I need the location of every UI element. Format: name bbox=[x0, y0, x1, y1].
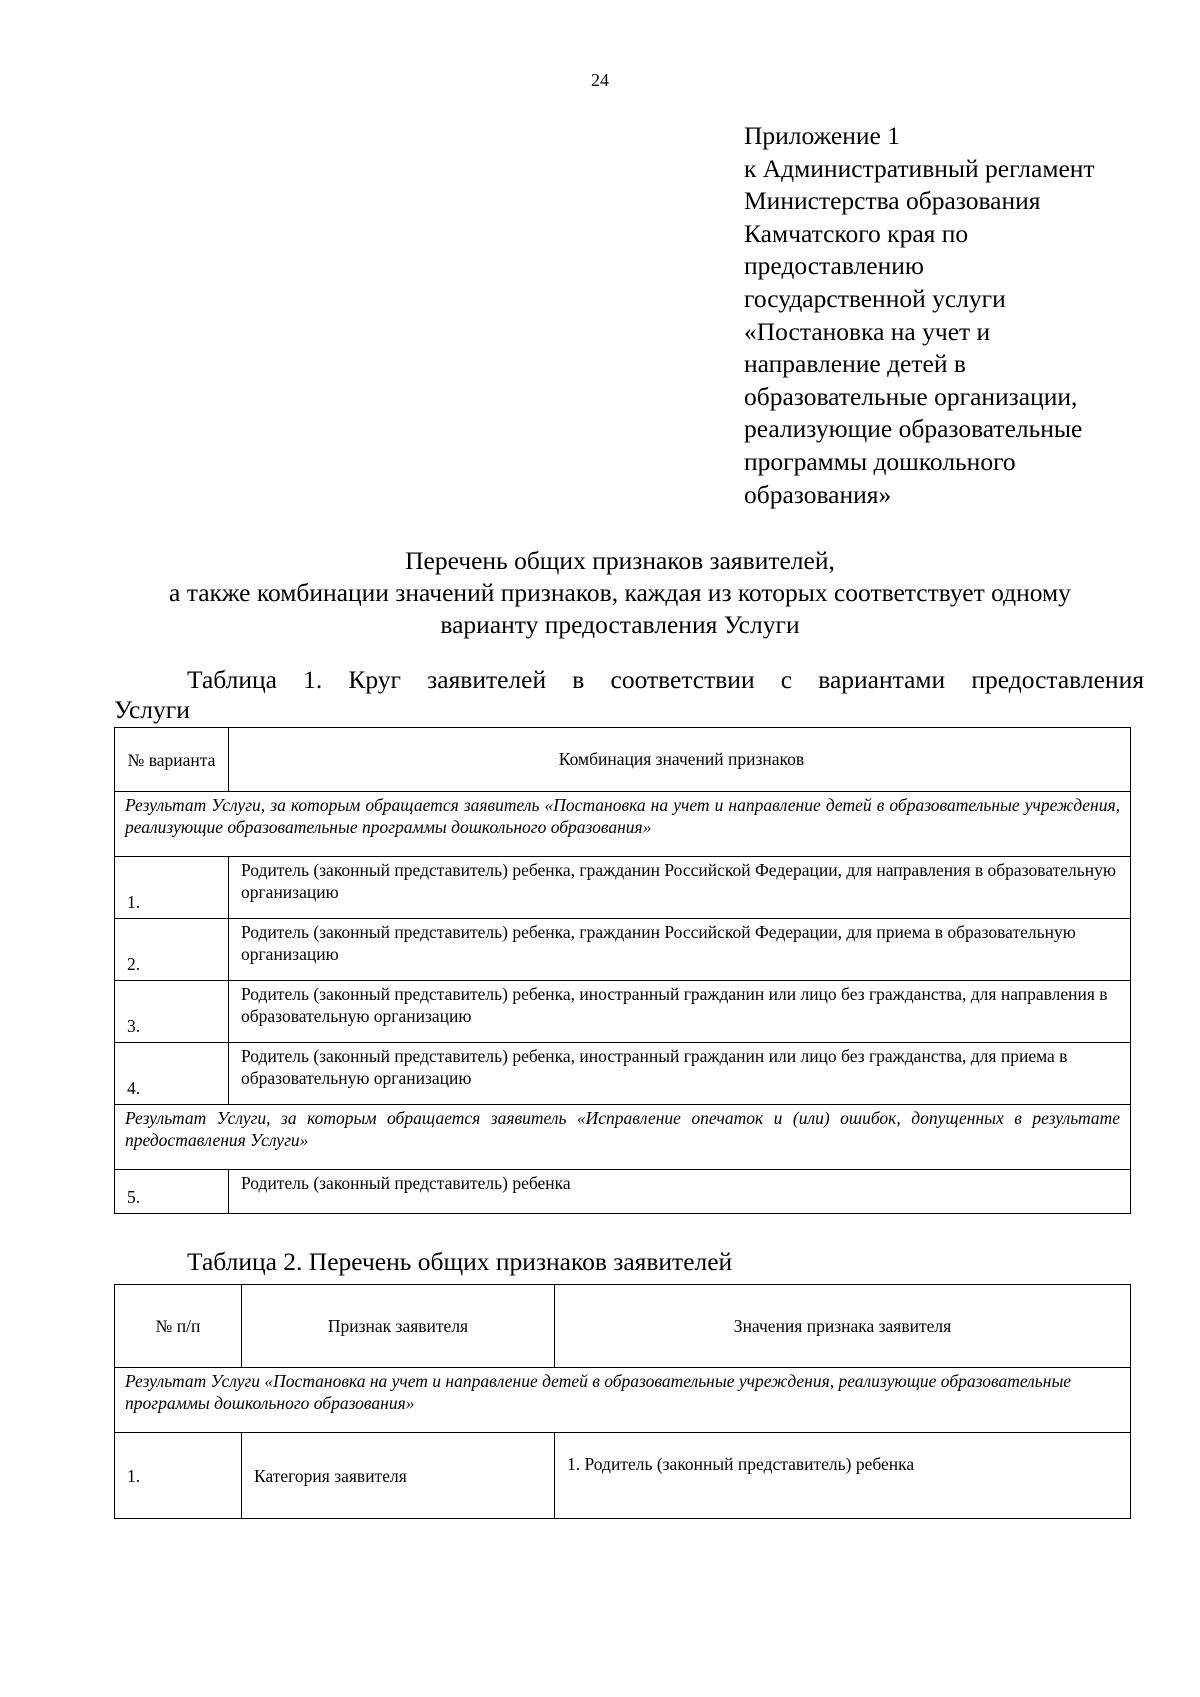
appendix-line: направление детей в bbox=[744, 349, 966, 379]
variant-number: 3. bbox=[115, 981, 229, 1043]
caption-word: в bbox=[572, 665, 585, 694]
appendix-line: Камчатского края по bbox=[744, 218, 969, 248]
section-result: Результат Услуги «Постановка на учет и направление детей в образовательные учреждения, реализующие образовательные программы дошкольного образования» bbox=[115, 1368, 1131, 1433]
section-row bbox=[115, 1368, 1131, 1433]
section-result: Результат Услуги, за которым обращается заявитель «Исправление опечаток и (или) ошибок, допущенных в результате предоставления Услуги» bbox=[115, 1105, 1131, 1170]
header-number: № п/п bbox=[115, 1285, 242, 1368]
appendix-line: Приложение 1 bbox=[744, 121, 900, 150]
variant-description: Родитель (законный представитель) ребенка, гражданин Российской Федерации, для приема в образовательную организацию bbox=[229, 919, 1131, 981]
table-row bbox=[115, 1170, 1131, 1214]
appendix-line: образовательные организации, bbox=[744, 381, 1078, 411]
table-row bbox=[115, 981, 1131, 1043]
appendix-block bbox=[744, 120, 1184, 511]
section-result: Результат Услуги, за которым обращается заявитель «Постановка на учет и направление детей в образовательные учреждения, реализующие образовательные программы дошкольного образования» bbox=[115, 792, 1131, 857]
appendix-line: к Административный регламент bbox=[744, 153, 1095, 183]
caption-word: Таблица bbox=[187, 665, 277, 694]
table-row bbox=[115, 919, 1131, 981]
appendix-line: Министерства образования bbox=[744, 186, 1041, 216]
heading-line: варианту предоставления Услуги bbox=[440, 610, 800, 639]
variant-number: 4. bbox=[115, 1043, 229, 1105]
table1-caption bbox=[114, 665, 1144, 725]
table-row bbox=[115, 857, 1131, 919]
table-header-row bbox=[115, 728, 1131, 792]
appendix-line: «Постановка на учет и bbox=[744, 316, 991, 346]
header-combination: Комбинация значений признаков bbox=[229, 728, 1131, 792]
caption-word: 1. bbox=[303, 665, 323, 694]
table-header-row bbox=[115, 1285, 1131, 1368]
appendix-line: реализующие образовательные bbox=[744, 414, 1083, 444]
caption-word: вариантами bbox=[818, 665, 946, 694]
variant-description: Родитель (законный представитель) ребенка, иностранный гражданин или лицо без гражданства, для направления в образовательную организацию bbox=[229, 981, 1131, 1043]
variant-description: Родитель (законный представитель) ребенка, гражданин Российской Федерации, для направления в образовательную организацию bbox=[229, 857, 1131, 919]
caption-word: Круг bbox=[348, 665, 402, 694]
caption-word: заявителей bbox=[427, 665, 547, 694]
document-heading bbox=[100, 545, 1140, 641]
appendix-line: предоставлению bbox=[744, 251, 924, 281]
table2-caption: Таблица 2. Перечень общих признаков заявителей bbox=[187, 1247, 733, 1276]
section-row bbox=[115, 1105, 1131, 1170]
variant-description: Родитель (законный представитель) ребенка, иностранный гражданин или лицо без гражданства, для приема в образовательную организацию bbox=[229, 1043, 1131, 1105]
row-number: 1. bbox=[115, 1433, 242, 1519]
appendix-line: программы дошкольного bbox=[744, 446, 1016, 476]
table-applicant-signs bbox=[114, 1284, 1131, 1519]
variant-description: Родитель (законный представитель) ребенка bbox=[229, 1170, 1131, 1214]
variant-number: 1. bbox=[115, 857, 229, 919]
variant-number: 2. bbox=[115, 919, 229, 981]
caption-word: соответствии bbox=[610, 665, 755, 694]
table-applicants-variants bbox=[114, 727, 1131, 1214]
header-values: Значения признака заявителя bbox=[555, 1285, 1131, 1368]
table-row bbox=[115, 1043, 1131, 1105]
heading-line: Перечень общих признаков заявителей, bbox=[405, 546, 835, 575]
appendix-line: образования» bbox=[744, 479, 892, 509]
section-row bbox=[115, 792, 1131, 857]
caption-line2: Услуги bbox=[114, 695, 190, 724]
heading-line: а также комбинации значений признаков, каждая из которых соответствует одному bbox=[169, 578, 1071, 607]
header-variant-number: № варианта bbox=[115, 728, 229, 792]
variant-number: 5. bbox=[115, 1170, 229, 1214]
row-sign: Категория заявителя bbox=[242, 1433, 555, 1519]
row-value: 1. Родитель (законный представитель) ребенка bbox=[555, 1433, 1131, 1519]
header-sign: Признак заявителя bbox=[242, 1285, 555, 1368]
page-number: 24 bbox=[591, 70, 609, 90]
caption-word: с bbox=[780, 665, 793, 694]
table-row bbox=[115, 1433, 1131, 1519]
caption-word: предоставления bbox=[971, 665, 1144, 694]
appendix-line: государственной услуги bbox=[744, 283, 1006, 313]
